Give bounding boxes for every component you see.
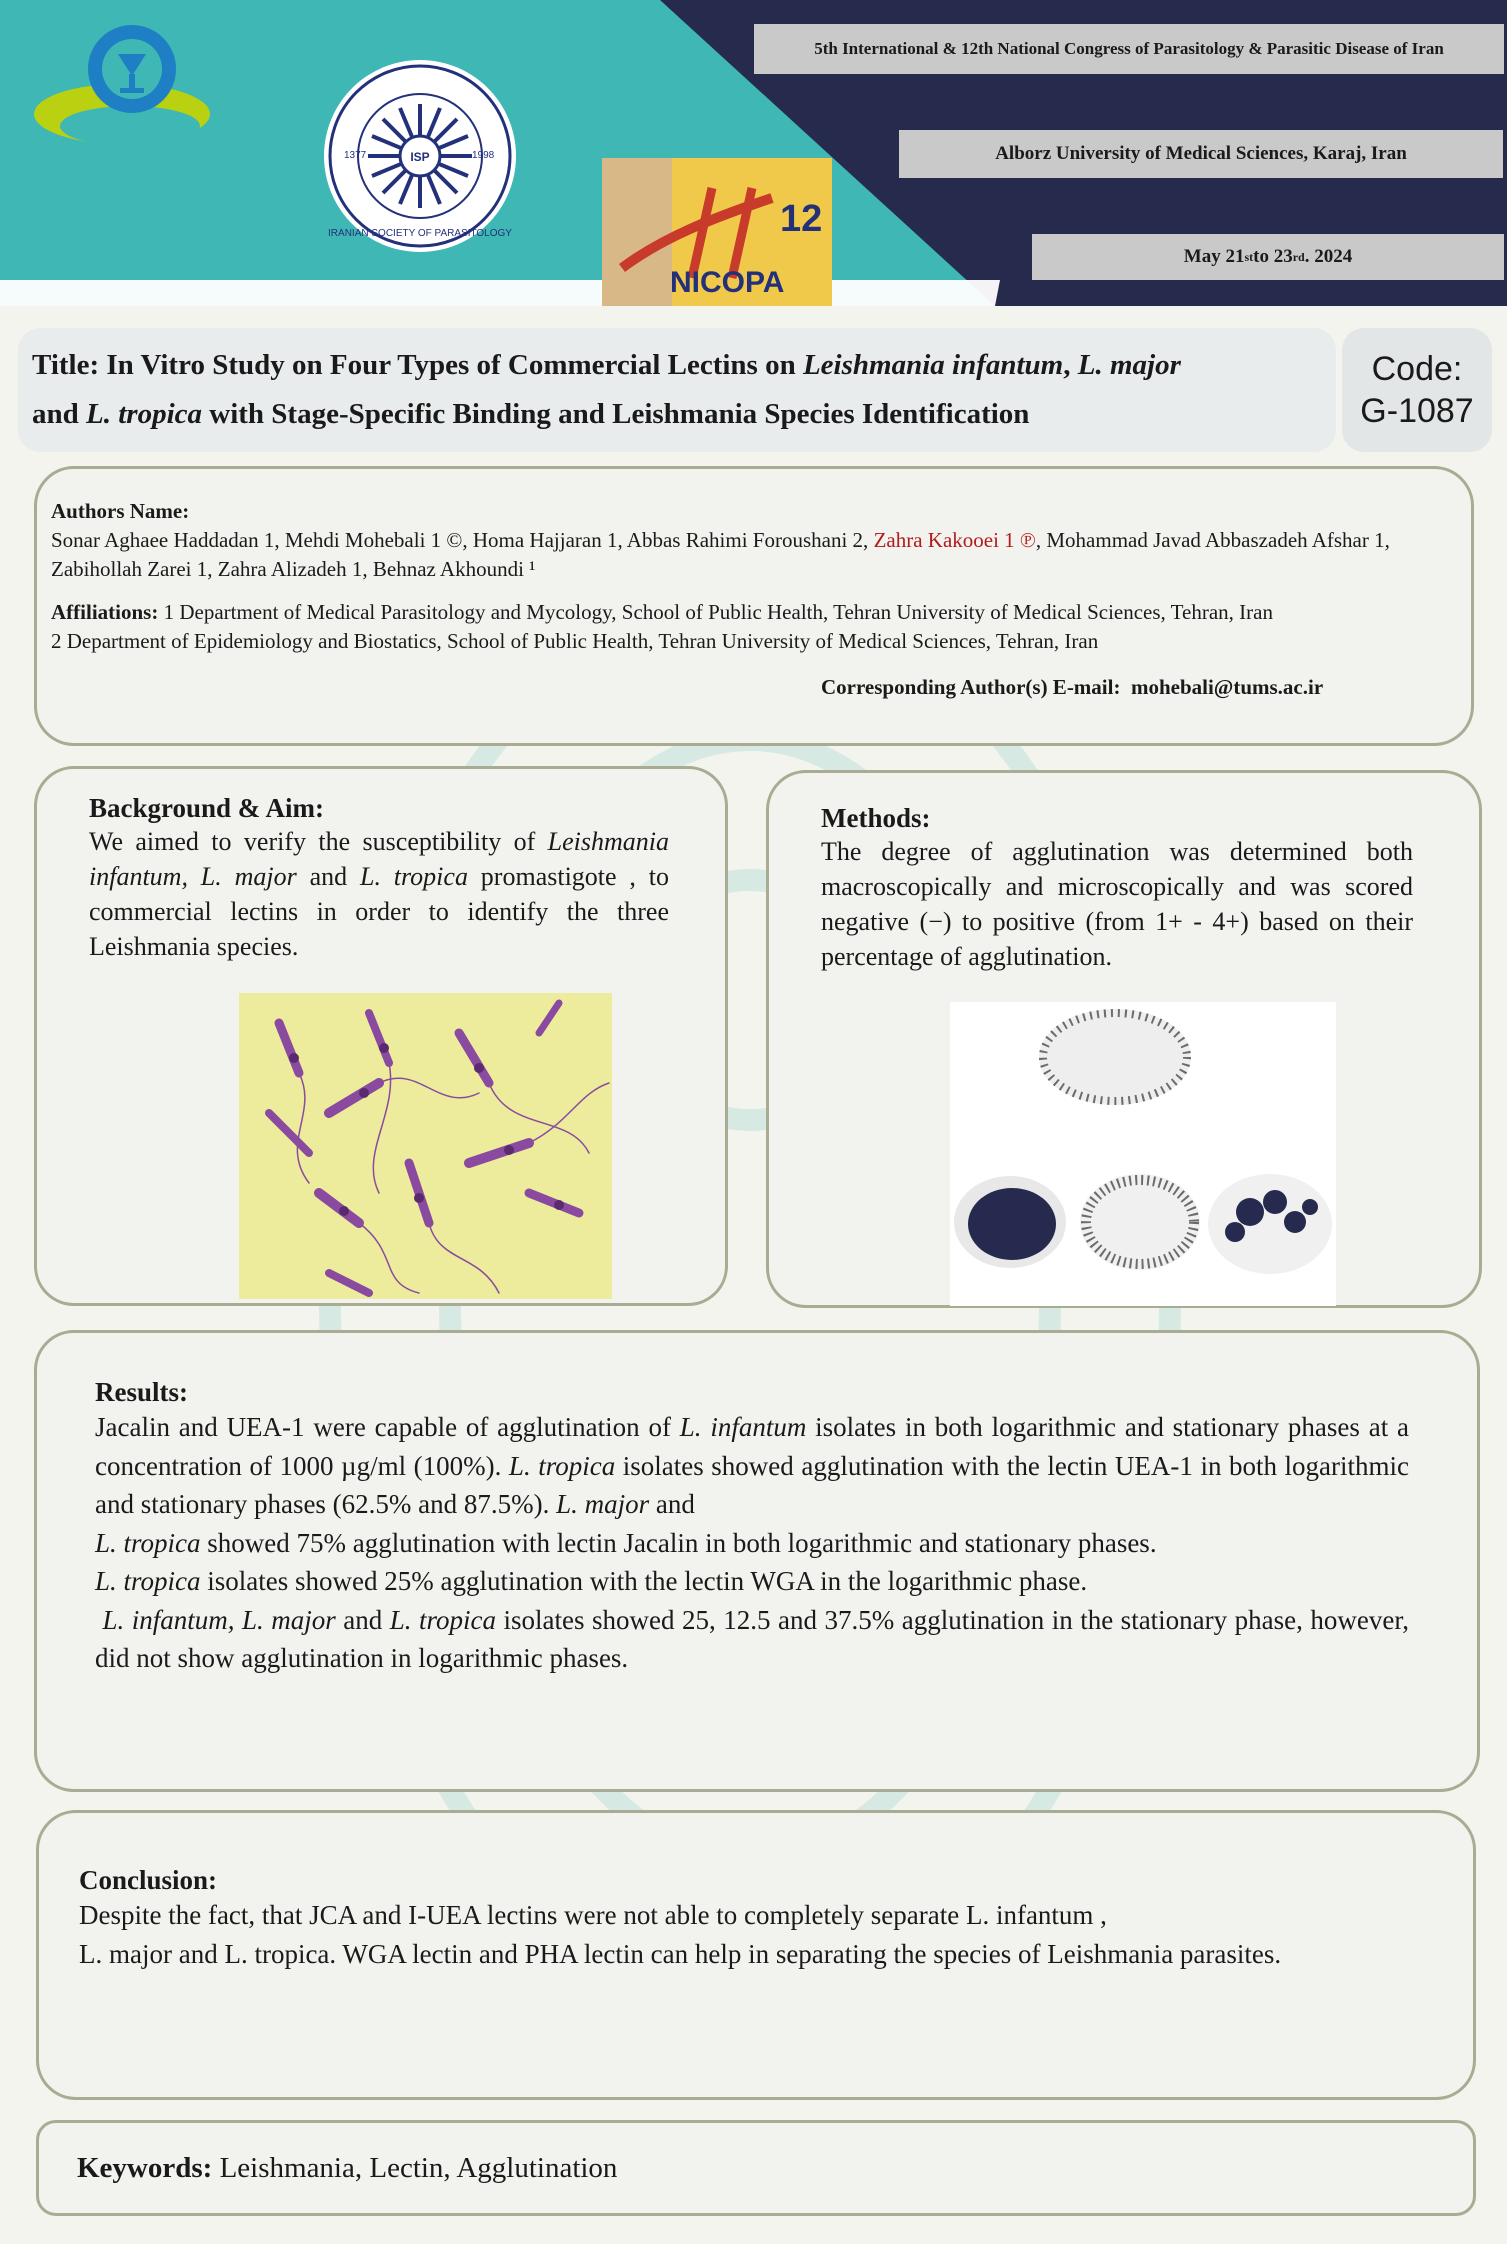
society-seal-icon xyxy=(322,58,518,254)
svg-text:IRANIAN SOCIETY OF PARASITOLOG: IRANIAN SOCIETY OF PARASITOLOGY xyxy=(328,228,512,239)
results-card xyxy=(34,1330,1480,1792)
poster-code xyxy=(1342,328,1492,452)
presenting-author: Zahra Kakooei 1 ℗ xyxy=(873,528,1036,552)
corresponding-email: Corresponding Author(s) E-mail: mohebali@tums.ac.ir xyxy=(821,675,1324,699)
svg-text:1998: 1998 xyxy=(472,150,495,161)
venue-label: Alborz University of Medical Sciences, Karaj, Iran xyxy=(899,130,1503,178)
methods-text: The degree of agglutination was determined both macroscopically and microscopically and was scored negative (−) to positive (from 1+ - 4+) based on their percentage of agglutination. xyxy=(821,837,1413,971)
conclusion-heading: Conclusion: xyxy=(79,1865,218,1895)
keywords-text: Keywords: Leishmania, Lectin, Agglutination xyxy=(77,2151,618,2184)
authors-list: Sonar Aghaee Haddadan 1, Mehdi Mohebali 1 ©, Homa Hajjaran 1, Abbas Rahimi Foroushani 2, Zahra Kakooei 1 ℗, Mohammad Javad Abbaszadeh Afshar 1, Zabihollah Zarei 1, Zahra Alizadeh 1, Behnaz Akhoundi ¹ xyxy=(51,528,1390,581)
poster-title: Title: In Vitro Study on Four Types of Commercial Lectins on Leishmania infantum, L. major and L. tropica with Stage-Specific Binding and Leishmania Species Identification xyxy=(18,328,1336,452)
congress-name: 5th International & 12th National Congress of Parasitology & Parasitic Disease of Iran xyxy=(754,24,1504,74)
code-label: Code: xyxy=(1371,349,1463,388)
promastigote-micrograph xyxy=(239,993,612,1299)
keywords-card xyxy=(36,2120,1476,2216)
affiliations: Affiliations: 1 Department of Medical Parasitology and Mycology, School of Public Health, Tehran University of Medical Sciences, Tehran, Iran 2 Department of Epidemiology and Biostatics, School of Public Health, Tehran University of Medical Sciences, Tehran, Iran xyxy=(51,600,1273,653)
congress-date: May 21 st to 23 rd . 2024 xyxy=(1032,234,1504,280)
authors-card xyxy=(34,466,1474,746)
authors-heading: Authors Name: xyxy=(51,499,190,523)
results-heading: Results: xyxy=(95,1377,188,1407)
results-text: Jacalin and UEA-1 were capable of agglutination of L. infantum isolates in both logarithmic and stationary phases at a concentration of 1000 µg/ml (100%). L. tropica isolates showed agglutination with the lectin UEA-1 in both logarithmic and stationary phases (62.5% and 87.5%). L. major and L. tropica showed 75% agglutination with lectin Jacalin in both logarithmic and stationary phases. L. tropica isolates showed 25% agglutination with the lectin WGA in the logarithmic phase. L. infantum, L. major and L. tropica isolates showed 25, 12.5 and 37.5% agglutination in the stationary phase, however, did not show agglutination in logarithmic phases. xyxy=(95,1412,1410,1673)
nicopa-logo-text: NICOPA xyxy=(670,266,785,299)
conclusion-card xyxy=(36,1810,1476,2100)
svg-text:ISP: ISP xyxy=(410,150,430,164)
nicopa-logo-number: 12 xyxy=(780,198,823,240)
agglutination-photo xyxy=(950,1002,1336,1306)
background-heading: Background & Aim: xyxy=(89,793,325,823)
svg-text:1377: 1377 xyxy=(344,150,367,161)
header-banner xyxy=(0,0,1507,306)
nicopa-logo xyxy=(602,158,832,306)
congress-logo-icon xyxy=(22,14,232,164)
methods-heading: Methods: xyxy=(821,803,931,833)
background-text: We aimed to verify the susceptibility of Leishmania infantum, L. major and L. tropica promastigote , to commercial lectins in order to identify the three Leishmania species. xyxy=(89,827,669,961)
code-value: G-1087 xyxy=(1360,392,1474,430)
conclusion-text: Despite the fact, that JCA and I-UEA lectins were not able to completely separate L. infantum , L. major and L. tropica. WGA lectin and PHA lectin can help in separating the species of Leishmania parasites. xyxy=(79,1900,1282,1969)
